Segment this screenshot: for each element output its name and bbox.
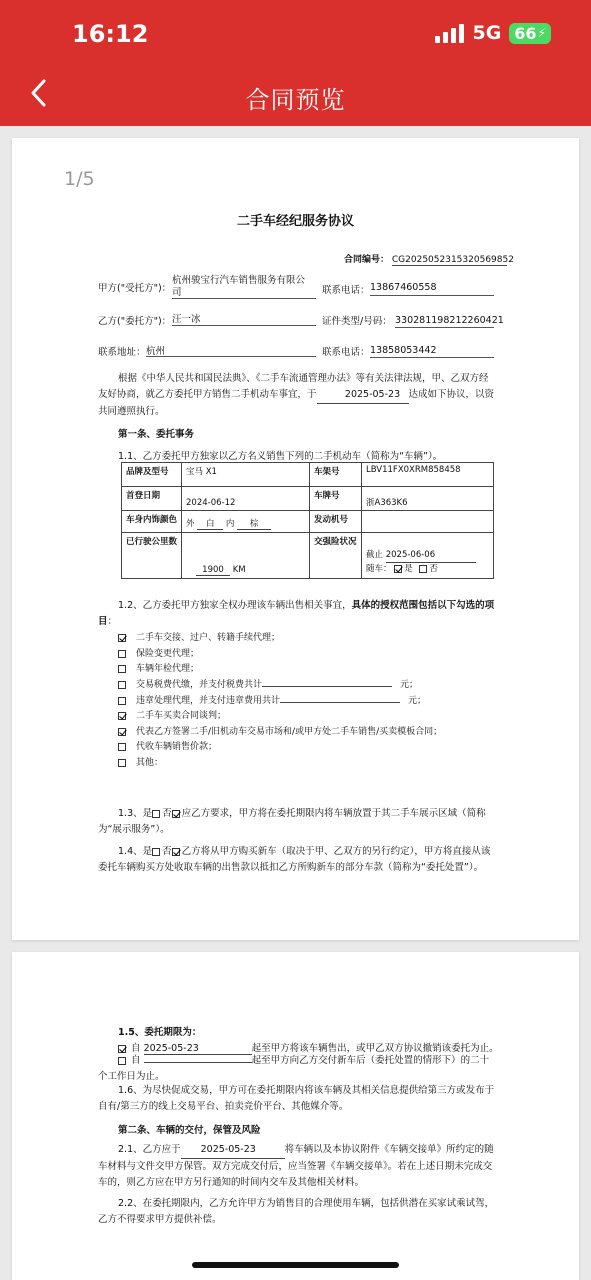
contract-page-2[interactable]: [12, 952, 579, 1280]
term-1-checkbox[interactable]: [118, 1045, 126, 1053]
option-text: 二手车交接、过户、转籍手续代理；: [136, 633, 281, 643]
address: 杭州: [146, 346, 166, 357]
clause-1-6: 1.6、为尽快促成交易，甲方可在委托期限内将该车辆及其相关信息提供给第三方或发布于自有/第三方的线上交易平台、拍卖竞价平台、其他媒介等。: [98, 1085, 495, 1112]
color-value: [182, 511, 310, 533]
authorization-option: [118, 724, 442, 737]
intro-text-1: 根据《中华人民共和国民法典》、《二手车流通管理办法》等有关法律法规，甲、乙双方经友好协商，就乙方委托甲方销售二手机动车事宜，于: [98, 373, 489, 400]
option-amount-blank: [280, 702, 400, 703]
clause-1-2-colon: ：: [107, 616, 118, 627]
option-text: 代表乙方签署二手/旧机动车交易市场和/或甲方处二手车销售/买卖模板合同；: [136, 727, 443, 737]
term-1-from: 自: [131, 1043, 141, 1054]
term-2-from: 自: [131, 1055, 141, 1066]
brand-value: 宝马 X1: [182, 463, 310, 487]
address-label: 联系地址：: [98, 347, 146, 358]
option-checkbox[interactable]: [118, 728, 126, 736]
option-text: 代收车辆销售价款；: [136, 742, 218, 752]
term-option-2: [98, 1053, 496, 1085]
party-b-phone: 13858053442: [370, 345, 437, 356]
ext-color-label: 外: [186, 519, 195, 529]
intro-text-2: 达成如下协议，以资共同遵照执行。: [98, 389, 495, 417]
contract-no-label: 合同编号：: [344, 255, 390, 265]
contract-no: CG2025052315320569852: [391, 255, 514, 265]
party-a-label: 甲方("受托方")：: [98, 283, 172, 294]
mileage-unit: KM: [232, 565, 246, 575]
option-checkbox[interactable]: [118, 712, 126, 720]
party-b-label: 乙方("委托方")：: [98, 316, 172, 327]
status-time: 16:12: [72, 20, 149, 48]
authorization-option: [118, 708, 226, 721]
mileage-label: 已行驶公里数: [122, 533, 182, 579]
nav-title: 合同预览: [245, 86, 346, 114]
party-a-phone-label: 联系电话：: [322, 285, 370, 296]
reg-date-value: 2024-06-12: [182, 487, 310, 511]
clause-2-1-text-b: 将车辆以及本协议附件《车辆交接单》所约定的随车材料与文件交甲方保管。双方完成交付后，应当签署《车辆交接单》。若在上述日期未完成交车的，则乙方应在甲方另行通知的时间内交车及其他相关材料。: [98, 1144, 494, 1188]
clause-1-3-yes: 1.3、是: [118, 808, 153, 819]
option-checkbox[interactable]: [118, 697, 126, 705]
with-car-yes: 是: [404, 564, 413, 574]
clause-1-2: [98, 598, 496, 630]
reg-date-label: 首登日期: [122, 487, 182, 511]
clause-1-3-yes-checkbox[interactable]: [152, 810, 160, 818]
clause-2-1-text-a: 2.1、乙方应于: [118, 1144, 181, 1155]
home-indicator[interactable]: [192, 1262, 399, 1268]
intro-paragraph: [98, 371, 496, 420]
intro-date: 2025-05-23: [317, 387, 409, 404]
party-a-phone: 13867460558: [370, 282, 437, 293]
authorization-option: [118, 677, 418, 690]
color-label: 车身内饰颜色: [122, 511, 182, 533]
plate-value: 浙A363K6: [362, 487, 494, 511]
clause-1-3-no-checkbox[interactable]: [172, 810, 180, 818]
contract-title: 二手车经纪服务协议: [236, 214, 354, 229]
vehicle-table: [121, 462, 494, 579]
authorization-option: [118, 739, 217, 752]
insurance-until-label: 截止: [366, 550, 384, 560]
term-2-text: 起至甲方向乙方交付新车后（委托处置的情形下）的二十个工作日为止。: [98, 1055, 490, 1082]
party-a-name: 杭州骏宝行汽车销售服务有限公司: [172, 275, 306, 298]
clause-1-5: 1.5、委托期限为：: [118, 1027, 202, 1038]
with-car-yes-checkbox[interactable]: [394, 565, 402, 573]
clause-1-3: [98, 806, 496, 838]
option-checkbox[interactable]: [118, 759, 126, 767]
clause-2-2: 2.2、在委托期限内，乙方允许甲方为销售目的合理使用车辆，包括供潜在买家试乘试驾，乙方不得要求甲方提供补偿。: [98, 1198, 495, 1225]
battery-level: 66: [514, 23, 537, 43]
authorization-option: [118, 646, 199, 659]
engine-value: [362, 511, 494, 533]
brand-label: 品牌及型号: [122, 463, 182, 487]
option-text: 二手车买卖合同谈判；: [136, 711, 227, 721]
id-label: 证件类型/号码：: [322, 316, 392, 327]
option-suffix: 元；: [400, 680, 419, 690]
insurance-until: 2025-06-06: [386, 549, 476, 563]
clause-1-2-bold: 具体的授权范围包括以下勾选的项目: [98, 600, 495, 627]
insurance-label: 交强险状况: [310, 533, 362, 579]
battery-icon: [509, 23, 551, 44]
option-checkbox[interactable]: [118, 634, 126, 642]
top-bar: [0, 0, 591, 126]
insurance-cell: [362, 533, 494, 579]
option-amount-blank: [262, 686, 392, 687]
authorization-option: [118, 630, 280, 643]
network-type: 5G: [472, 22, 502, 44]
signal-icon: [435, 23, 464, 43]
term-1-date: 2025-05-23: [144, 1043, 252, 1055]
clause-1-4-text: 乙方将从甲方购买新车（取决于甲、乙双方的另行约定），甲方将直接从该委托车辆购买方处收取车辆的出售款以抵扣乙方所购新车的部分车款（简称为“委托处置”）。: [98, 846, 491, 873]
option-text: 其他：: [136, 758, 164, 768]
option-text: 保险变更代理；: [136, 649, 200, 659]
mileage-cell: [182, 533, 310, 579]
section-1-heading: 第一条、委托事务: [118, 429, 195, 440]
contract-page-1[interactable]: [12, 138, 579, 940]
clause-1-1: 1.1、乙方委托甲方独家以乙方名义销售下列的二手机动车（简称为“车辆”）。: [118, 451, 443, 462]
option-text: 车辆年检代理；: [136, 664, 200, 674]
option-text: 交易税费代缴，并支付税费共计: [136, 680, 263, 690]
option-checkbox[interactable]: [118, 681, 126, 689]
int-color-label: 内: [225, 519, 235, 529]
term-1-text: 起至甲方将该车辆售出，或甲乙双方协议撤销该委托为止。: [251, 1043, 499, 1054]
clause-1-3-text: 应乙方要求，甲方将在委托期限内将车辆放置于其二手车展示区域（简称为“展示服务”）。: [98, 808, 486, 835]
party-b-phone-label: 联系电话：: [322, 347, 370, 358]
int-color: 棕: [237, 517, 271, 530]
ext-color: 白: [197, 517, 223, 530]
id-no: 330281198212260421: [395, 315, 504, 326]
clause-1-3-no: 否: [162, 808, 172, 819]
clause-2-1: [98, 1142, 496, 1191]
authorization-option: [118, 661, 199, 674]
contract-no-row: [344, 252, 514, 266]
engine-label: 发动机号: [310, 511, 362, 533]
plate-label: 车牌号: [310, 487, 362, 511]
with-car-label: 随车：: [366, 564, 392, 574]
option-text: 违章处理代理，并支付违章费用共计: [136, 696, 281, 706]
clause-2-1-date: 2025-05-23: [181, 1142, 285, 1159]
charging-icon: ⚡: [537, 26, 546, 40]
mileage-value: 1900: [196, 565, 230, 576]
option-suffix: 元；: [408, 696, 427, 706]
term-2-checkbox[interactable]: [118, 1057, 126, 1065]
option-checkbox[interactable]: [118, 650, 126, 658]
clause-1-2-text: 1.2、乙方委托甲方独家全权办理该车辆出售相关事宜，: [118, 600, 352, 611]
clause-1-4: [98, 844, 496, 876]
clause-1-4-no-checkbox[interactable]: [172, 848, 180, 856]
clause-1-4-yes-checkbox[interactable]: [152, 848, 160, 856]
section-2-heading: 第二条、车辆的交付，保管及风险: [118, 1125, 261, 1136]
with-car-no: 否: [429, 564, 438, 574]
page-indicator: 1/5: [64, 168, 95, 190]
with-car-no-checkbox[interactable]: [419, 565, 427, 573]
authorization-option: [118, 755, 163, 768]
party-b-name: 汪一冰: [172, 314, 201, 325]
clause-1-4-yes: 1.4、是: [118, 846, 153, 857]
vin-label: 车架号: [310, 463, 362, 487]
vin-value: LBV11FX0XRM858458: [362, 463, 494, 487]
option-checkbox[interactable]: [118, 743, 126, 751]
status-icons: [435, 22, 551, 44]
option-checkbox[interactable]: [118, 665, 126, 673]
clause-1-4-no: 否: [162, 846, 172, 857]
authorization-option: [118, 693, 426, 706]
